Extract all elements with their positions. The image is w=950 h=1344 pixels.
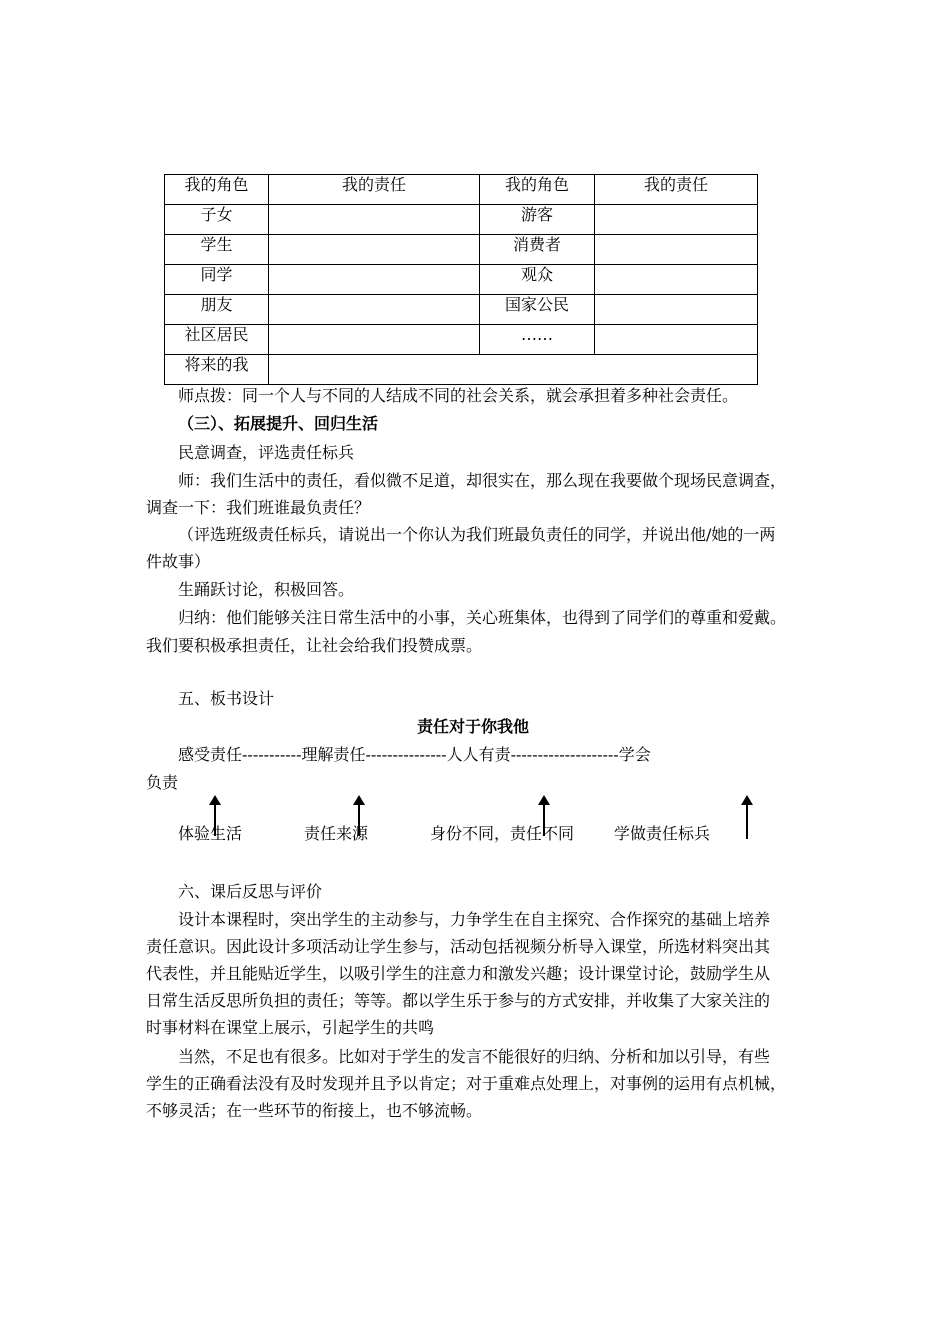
role-cell: 学生: [165, 235, 269, 265]
instruction-line-1: （评选班级责任标兵，请说出一个你认为我们班最负责任的同学，并说出他/她的一两: [178, 525, 776, 544]
board-label: 学做责任标兵: [614, 824, 711, 843]
table-row: [165, 235, 758, 265]
reflection-line: 设计本课程时，突出学生的主动参与，力争学生在自主探究、合作探究的基础上培养: [178, 910, 771, 929]
role-cell: 将来的我: [165, 355, 269, 385]
reflection-line: 日常生活反思所负担的责任；等等。都以学生乐于参与的方式安排，并收集了大家关注的: [146, 991, 771, 1010]
teacher-note: 师点拨：同一个人与不同的人结成不同的社会关系，就会承担着多种社会责任。: [178, 386, 739, 405]
section6-title: 六、课后反思与评价: [178, 882, 323, 901]
up-arrow-icon: [746, 803, 748, 839]
board-title: 责任对于你我他: [417, 717, 530, 736]
role-cell: 游客: [480, 205, 595, 235]
reflection-line: 不够灵活；在一些环节的衔接上，也不够流畅。: [146, 1101, 483, 1120]
summary-line-2: 我们要积极承担责任，让社会给我们投赞成票。: [146, 636, 483, 655]
table-row: [165, 265, 758, 295]
reflection-line: 代表性，并且能贴近学生，以吸引学生的注意力和激发兴趣；设计课堂讨论，鼓励学生从: [146, 964, 771, 983]
responsibility-cell: [595, 205, 758, 235]
survey-title: 民意调查，评选责任标兵: [178, 443, 355, 462]
table-row: [165, 355, 758, 385]
header-cell: 我的角色: [480, 175, 595, 205]
responsibility-cell: [269, 325, 480, 355]
reflection-line: 学生的正确看法没有及时发现并且予以肯定；对于重难点处理上，对事例的运用有点机械，: [146, 1074, 787, 1093]
responsibility-cell: [269, 355, 758, 385]
board-label: 责任来源: [304, 824, 369, 843]
role-cell: 消费者: [480, 235, 595, 265]
board-label: 体验生活: [178, 824, 243, 843]
reflection-line: 责任意识。因此设计多项活动让学生参与，活动包括视频分析导入课堂，所选材料突出其: [146, 937, 771, 956]
role-cell: 社区居民: [165, 325, 269, 355]
student-response: 生踊跃讨论，积极回答。: [178, 580, 355, 599]
teacher-line-2: 调查一下：我们班谁最负责任？: [146, 498, 371, 517]
role-cell: 朋友: [165, 295, 269, 325]
responsibility-cell: [269, 205, 480, 235]
role-cell: 观众: [480, 265, 595, 295]
table-row: [165, 325, 758, 355]
board-line-1: 感受责任-----------理解责任---------------人人有责--------------------学会: [178, 745, 651, 764]
header-cell: 我的责任: [595, 175, 758, 205]
responsibility-cell: [269, 265, 480, 295]
responsibility-cell: [595, 235, 758, 265]
summary-line-1: 归纳：他们能够关注日常生活中的小事，关心班集体，也得到了同学们的尊重和爱戴。: [178, 608, 787, 627]
table-row: [165, 295, 758, 325]
role-cell: 国家公民: [480, 295, 595, 325]
instruction-line-2: 件故事）: [146, 552, 211, 571]
responsibility-cell: [595, 265, 758, 295]
section5-title: 五、板书设计: [178, 689, 275, 708]
role-cell: 子女: [165, 205, 269, 235]
board-line-2: 负责: [146, 773, 179, 792]
role-cell: 同学: [165, 265, 269, 295]
reflection-line: 时事材料在课堂上展示，引起学生的共鸣: [146, 1018, 435, 1037]
reflection-line: 当然，不足也有很多。比如对于学生的发言不能很好的归纳、分析和加以引导，有些: [178, 1047, 771, 1066]
responsibility-cell: [595, 295, 758, 325]
table-header-row: [165, 175, 758, 205]
board-label: 身份不同，责任不同: [430, 824, 575, 843]
table-row: [165, 205, 758, 235]
header-cell: 我的角色: [165, 175, 269, 205]
responsibility-cell: [269, 295, 480, 325]
teacher-line-1: 师：我们生活中的责任，看似微不足道，却很实在，那么现在我要做个现场民意调查，: [178, 471, 787, 490]
section3-title: （三）、拓展提升、回归生活: [178, 414, 379, 433]
responsibility-cell: [269, 235, 480, 265]
roles-table: [164, 174, 758, 385]
role-cell: ……: [480, 325, 595, 355]
header-cell: 我的责任: [269, 175, 480, 205]
responsibility-cell: [595, 325, 758, 355]
